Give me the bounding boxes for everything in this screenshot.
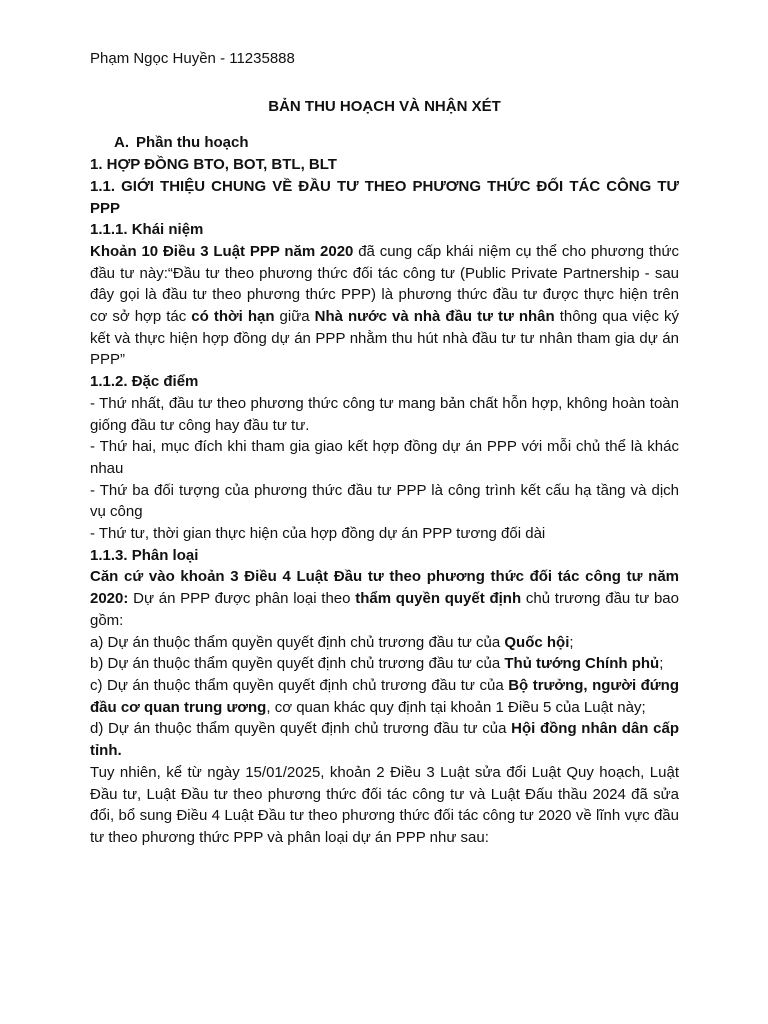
concept-text-2: giữa — [274, 308, 315, 326]
concept-paragraph — [90, 241, 679, 371]
feature-item: - Thứ tư, thời gian thực hiện của hợp đồng dự án PPP tương đối dài — [90, 525, 546, 543]
section-a-marker: A. — [114, 134, 129, 152]
classification-basis: thẩm quyền quyết định — [355, 590, 522, 608]
classification-text-1: Dự án PPP được phân loại theo — [128, 590, 356, 608]
concept-term: có thời hạn — [191, 308, 275, 326]
heading-1-1: 1.1. GIỚI THIỆU CHUNG VỀ ĐẦU TƯ THEO PHƯƠNG THỨC ĐỐI TÁC CÔNG TƯ PPP — [90, 177, 679, 217]
concept-text-3: thông qua việc ký kết và thực hiện hợp đồng dự án PPP nhằm thu hút nhà đầu tư tư nhân tham gia dự án PPP” — [90, 308, 680, 369]
concept-parties: Nhà nước và nhà đầu tư tư nhân — [314, 308, 555, 326]
document-body — [90, 48, 679, 849]
section-a-heading — [90, 132, 679, 154]
item-b-text: b) Dự án thuộc thẩm quyền quyết định chủ trương đầu tư của — [90, 655, 505, 673]
concept-ref: Khoản 10 Điều 3 Luật PPP năm 2020 — [90, 242, 354, 260]
item-a-text: a) Dự án thuộc thẩm quyền quyết định chủ trương đầu tư của — [90, 633, 505, 651]
concept-text-1: đã cung cấp khái niệm cụ thể cho phương thức đầu tư này:“Đầu tư theo phương thức đối tác công tư (Public Private Partnership - sau đây gọi là đầu tư theo phương thức PPP) là phương thức đầu tư được thực hiện trên cơ sở hợp tác — [90, 242, 679, 326]
author-line: Phạm Ngọc Huyền - 11235888 — [90, 50, 295, 67]
closing-paragraph: Tuy nhiên, kể từ ngày 15/01/2025, khoản 2 Điều 3 Luật sửa đổi Luật Quy hoạch, Luật Đầu tư, Luật Đầu tư theo phương thức đối tác công tư và Luật Đấu thầu 2024 đã sửa đổi, bổ sung Điều 4 Luật Đầu tư theo phương thức đối tác công tư 2020 về lĩnh vực đầu tư theo phương thức PPP và phân loại dự án PPP như sau: — [90, 763, 679, 846]
classification-item-b — [90, 653, 679, 675]
item-a-end: ; — [569, 633, 574, 651]
item-d-authority: Hội đồng nhân dân cấp tỉnh. — [90, 720, 680, 760]
item-c-authority: Bộ trưởng, người đứng đầu cơ quan trung ương — [90, 676, 679, 716]
heading-1-1-1: 1.1.1. Khái niệm — [90, 221, 204, 239]
item-d-text: d) Dự án thuộc thẩm quyền quyết định chủ trương đầu tư của — [90, 720, 512, 738]
section-a-label: Phần thu hoạch — [136, 134, 249, 152]
item-c-end: , cơ quan khác quy định tại khoản 1 Điều 5 của Luật này; — [266, 698, 646, 716]
classification-item-d — [90, 718, 679, 761]
classification-ref: Căn cứ vào khoản 3 Điều 4 Luật Đầu tư theo phương thức đối tác công tư năm 2020: — [90, 568, 679, 608]
classification-item-c — [90, 675, 679, 718]
heading-1: 1. HỢP ĐỒNG BTO, BOT, BTL, BLT — [90, 156, 337, 174]
document-title: BẢN THU HOẠCH VÀ NHẬN XÉT — [268, 97, 501, 115]
feature-item: - Thứ hai, mục đích khi tham gia giao kết hợp đồng dự án PPP với mỗi chủ thể là khác nhau — [90, 438, 679, 477]
classification-item-a — [90, 632, 679, 654]
heading-1-1-2: 1.1.2. Đặc điểm — [90, 373, 199, 391]
feature-item: - Thứ ba đối tượng của phương thức đầu tư PPP là công trình kết cấu hạ tầng và dịch vụ công — [90, 481, 679, 521]
heading-1-1-3: 1.1.3. Phân loại — [90, 546, 199, 564]
classification-text-2: chủ trương đầu tư bao gồm: — [90, 590, 679, 629]
item-b-end: ; — [659, 655, 664, 673]
classification-intro — [90, 566, 679, 631]
item-a-authority: Quốc hội — [504, 633, 570, 651]
item-c-text: c) Dự án thuộc thẩm quyền quyết định chủ trương đầu tư của — [90, 676, 509, 694]
item-b-authority: Thủ tướng Chính phủ — [504, 655, 660, 673]
feature-item: - Thứ nhất, đầu tư theo phương thức công tư mang bản chất hỗn hợp, không hoàn toàn giống đầu tư công hay đầu tư tư. — [90, 394, 679, 434]
